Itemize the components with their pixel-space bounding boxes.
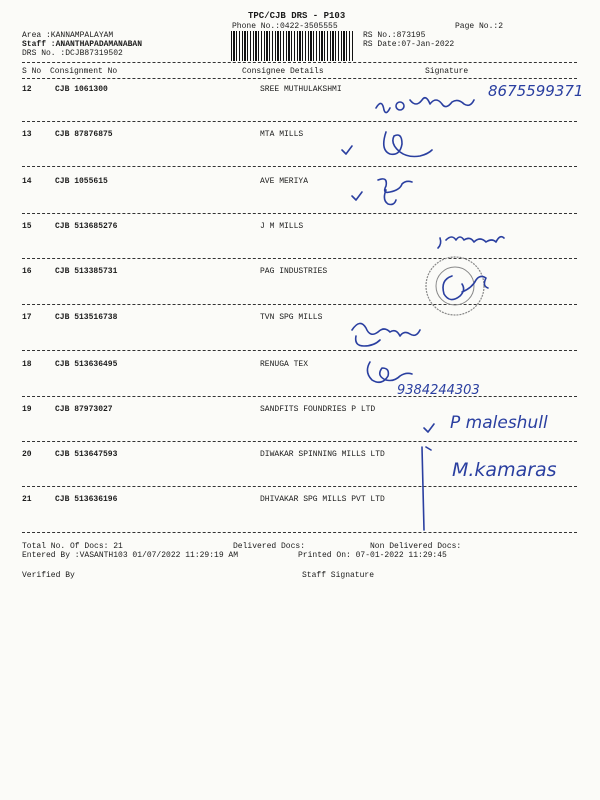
row-consignment: CJB 513647593 <box>55 450 118 459</box>
row-consignment: CJB 513385731 <box>55 267 118 276</box>
row-sno: 13 <box>22 130 32 139</box>
drs-number: DRS No. :DCJB87319502 <box>22 49 123 58</box>
col-consignment: Consignment No <box>50 67 118 76</box>
bracket-line <box>422 447 431 530</box>
row-consignee: RENUGA TEX <box>260 360 309 369</box>
row-consignment: CJB 87876875 <box>55 130 113 139</box>
row-consignment: CJB 513516738 <box>55 313 118 322</box>
row-consignment: CJB 87973027 <box>55 405 113 414</box>
verified-by: Verified By <box>22 571 75 580</box>
row-consignee: SANDFITS FOUNDRIES P LTD <box>260 405 376 414</box>
handwritten-name-2: M.kamaras <box>452 459 557 481</box>
row-sno: 16 <box>22 267 32 276</box>
signature-row-14 <box>378 179 412 205</box>
phone-number: Phone No.:0422-3505555 <box>232 22 338 31</box>
signature-row-15 <box>438 237 504 248</box>
row-consignment: CJB 1055615 <box>55 177 108 186</box>
row-consignee: TVN SPG MILLS <box>260 313 323 322</box>
row-sno: 14 <box>22 177 32 186</box>
col-consignee: Consignee Details <box>242 67 324 76</box>
row-sno: 20 <box>22 450 32 459</box>
row-consignment: CJB 1061300 <box>55 85 108 94</box>
staff-label: Staff :ANANTHAPADAMANABAN <box>22 40 143 49</box>
signature-row-17 <box>352 323 420 346</box>
tick-row-13 <box>342 146 352 154</box>
printed-on: Printed On: 07-01-2022 11:29:45 <box>298 551 447 560</box>
company-stamp <box>426 257 484 315</box>
delivered-docs: Delivered Docs: <box>233 542 306 551</box>
handwritten-phone-1: 8675599371 <box>488 82 584 100</box>
signature-row-13 <box>384 132 432 157</box>
row-consignee: DHIVAKAR SPG MILLS PVT LTD <box>260 495 385 504</box>
tick-row-19 <box>424 424 434 432</box>
handwritten-phone-2: 9384244303 <box>397 383 480 398</box>
rs-number: RS No.:873195 <box>363 31 426 40</box>
handwritten-name-1: P maleshull <box>450 413 548 433</box>
page-number: Page No.:2 <box>455 22 504 31</box>
row-consignee: PAG INDUSTRIES <box>260 267 328 276</box>
signature-row-12 <box>376 98 474 113</box>
row-sno: 12 <box>22 85 32 94</box>
signature-row-18 <box>367 362 412 382</box>
row-consignment: CJB 513636495 <box>55 360 118 369</box>
row-consignee: SREE MUTHULAKSHMI <box>260 85 342 94</box>
col-sno: S No <box>22 67 42 76</box>
rs-date: RS Date:07-Jan-2022 <box>363 40 455 49</box>
row-consignee: MTA MILLS <box>260 130 304 139</box>
row-sno: 18 <box>22 360 32 369</box>
report-title: TPC/CJB DRS - P103 <box>248 11 346 21</box>
signature-row-16 <box>443 276 488 300</box>
row-sno: 17 <box>22 313 32 322</box>
row-sno: 21 <box>22 495 32 504</box>
row-consignee: AVE MERIYA <box>260 177 309 186</box>
staff-signature: Staff Signature <box>302 571 375 580</box>
tick-row-14 <box>352 192 362 200</box>
row-consignee: DIWAKAR SPINNING MILLS LTD <box>260 450 385 459</box>
row-consignment: CJB 513636196 <box>55 495 118 504</box>
row-sno: 19 <box>22 405 32 414</box>
total-docs: Total No. Of Docs: 21 <box>22 542 123 551</box>
area-label: Area :KANNAMPALAYAM <box>22 31 114 40</box>
row-consignee: J M MILLS <box>260 222 304 231</box>
row-sno: 15 <box>22 222 32 231</box>
row-consignment: CJB 513685276 <box>55 222 118 231</box>
non-delivered-docs: Non Delivered Docs: <box>370 542 462 551</box>
col-signature: Signature <box>425 67 469 76</box>
entered-by: Entered By :VASANTH103 01/07/2022 11:29:19 AM <box>22 551 239 560</box>
